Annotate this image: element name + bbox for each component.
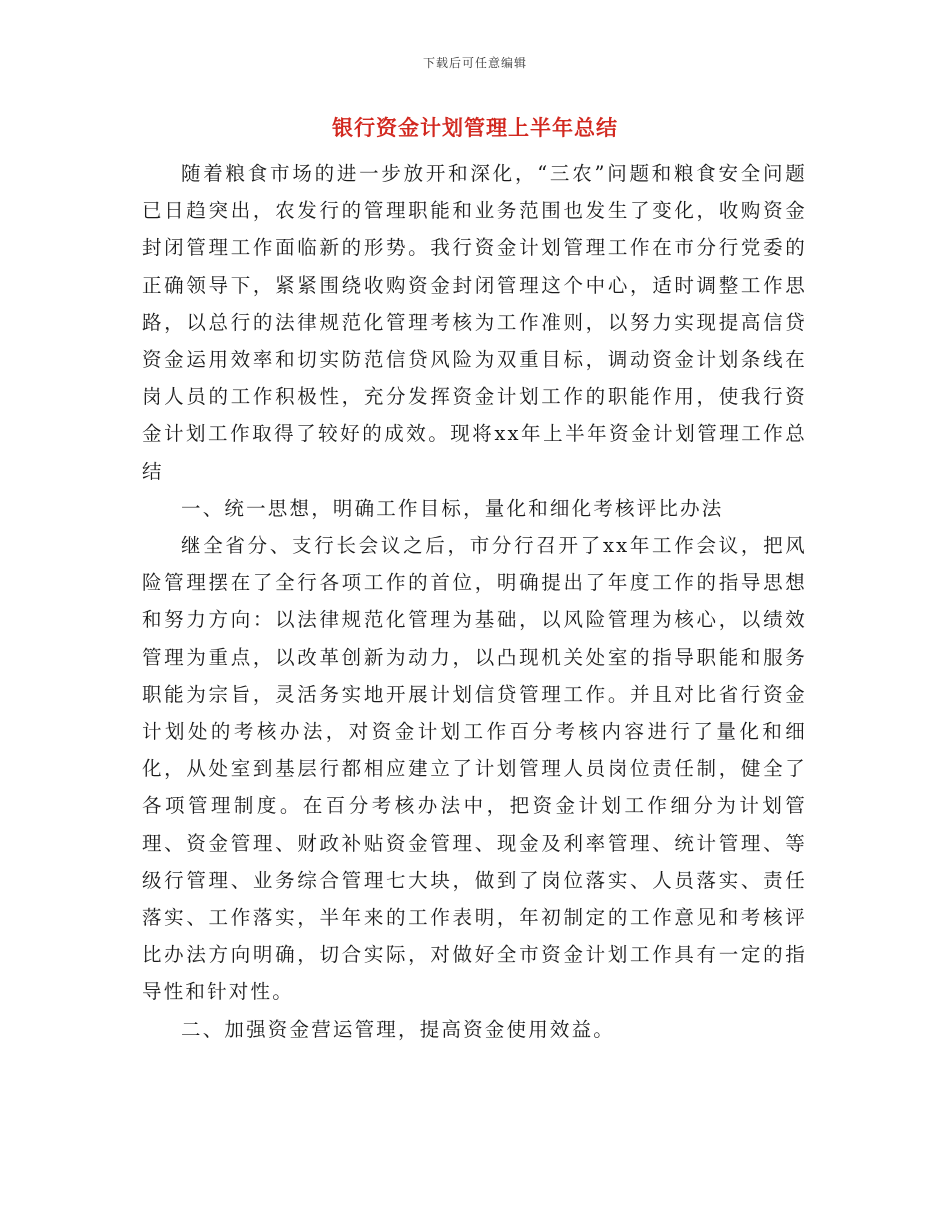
- paragraph-section-1: 继全省分、支行长会议之后，市分行召开了xx年工作会议，把风险管理摆在了全行各项工作的首位，明确提出了年度工作的指导思想和努力方向：以法律规范化管理为基础，以风险管理为核心，以绩效管理为重点，以改革创新为动力，以凸现机关处室的指导职能和服务职能为宗旨，灵活务实地开展计划信贷管理工作。并且对比省行资金计划处的考核办法，对资金计划工作百分考核内容进行了量化和细化，从处室到基层行都相应建立了计划管理人员岗位责任制，健全了各项管理制度。在百分考核办法中，把资金计划工作细分为计划管理、资金管理、财政补贴资金管理、现金及利率管理、统计管理、等级行管理、业务综合管理七大块，做到了岗位落实、人员落实、责任落实、工作落实，半年来的工作表明，年初制定的工作意见和考核评比办法方向明确，切合实际，对做好全市资金计划工作具有一定的指导性和针对性。: [142, 534, 807, 1004]
- header-note: 下载后可任意编辑: [422, 56, 527, 70]
- section-heading-1: 一、统一思想，明确工作目标，量化和细化考核评比办法: [181, 496, 724, 520]
- document-body: [142, 155, 807, 1048]
- document-title: 银行资金计划管理上半年总结: [332, 115, 618, 140]
- paragraph-intro: 随着粮食市场的进一步放开和深化，“三农”问题和粮食安全问题已日趋突出，农发行的管理职能和业务范围也发生了变化，收购资金封闭管理工作面临新的形势。我行资金计划管理工作在市分行党委的正确领导下，紧紧围绕收购资金封闭管理这个中心，适时调整工作思路，以总行的法律规范化管理考核为工作准则，以努力实现提高信贷资金运用效率和切实防范信贷风险为双重目标，调动资金计划条线在岗人员的工作积极性，充分发挥资金计划工作的职能作用，使我行资金计划工作取得了较好的成效。现将xx年上半年资金计划管理工作总结: [142, 162, 807, 483]
- section-heading-2: 二、加强资金营运管理，提高资金使用效益。: [181, 1017, 616, 1041]
